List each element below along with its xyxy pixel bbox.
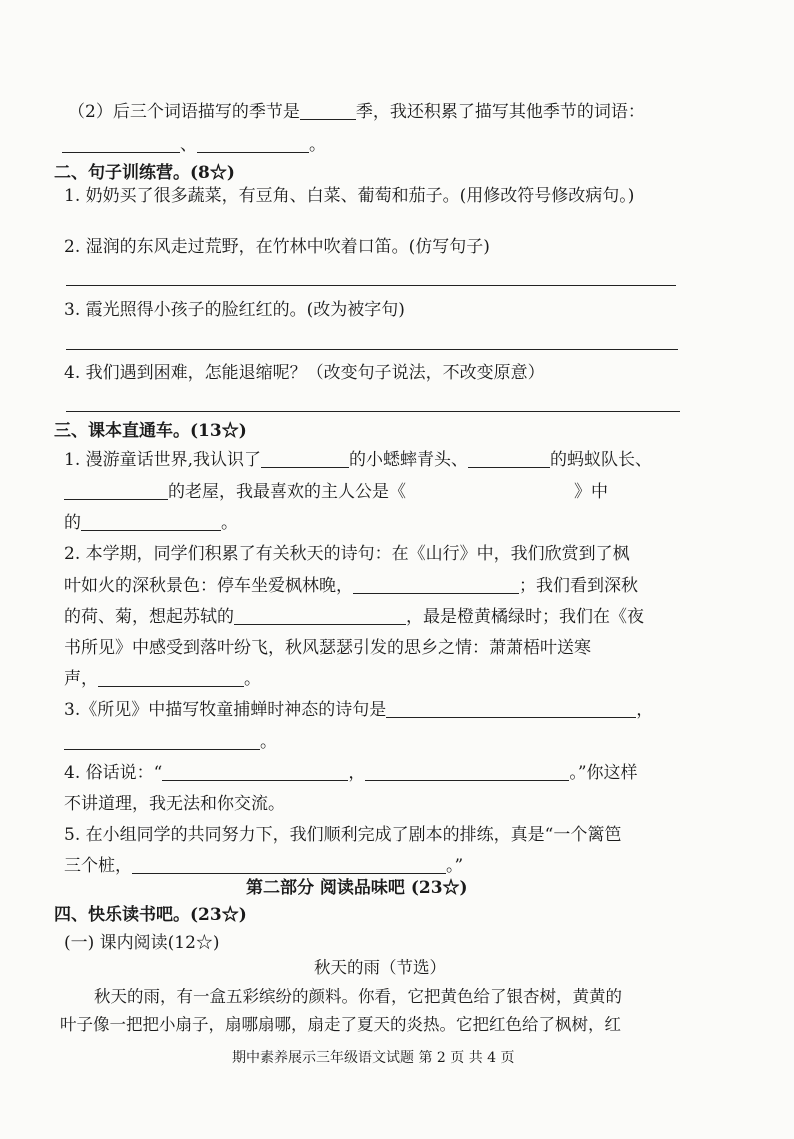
s3-q1-line1: 1. 漫游童话世界,我认识了 的小蟋蟀青头、 的蚂蚁队长、 [64,450,653,470]
s3-q2-line3: 的荷、菊，想起苏轼的 ，最是橙黄橘绿时；我们在《夜 [64,607,644,627]
s3-q2-line2: 叶如火的深秋景色：停车坐爱枫林晚， ；我们看到深秋 [64,576,638,596]
s3-q4-line1: 4. 俗话说：“ ， 。”你这样 [64,763,638,783]
blank-q2-2[interactable] [234,606,406,625]
section-4-title: 四、快乐读书吧。(23☆) [54,905,247,925]
blank-word-1[interactable] [62,134,180,153]
passage-title: 秋天的雨（节选） [314,958,446,977]
blank-q5[interactable] [132,855,446,874]
section-3-title: 三、课本直通车。(13☆) [54,421,247,441]
s3-q2-line5: 声， 。 [64,669,261,689]
s3-q2-line4: 书所见》中感受到落叶纷飞，秋风瑟瑟引发的思乡之情：萧萧梧叶送寒 [64,638,591,658]
blank-q2-3[interactable] [98,668,244,687]
s3-q3-line1: 3.《所见》中描写牧童捕蝉时神态的诗句是 ， [64,700,654,720]
s3-q1-line2: 的老屋，我最喜欢的主人公是《 》中 [64,480,608,504]
s2-q2: 2. 湿润的东风走过荒野，在竹林中吹着口笛。(仿写句子) [64,237,490,257]
answer-line-q4[interactable] [66,411,680,412]
q1-2-line: （2）后三个词语描写的季节是 季，我还积累了描写其他季节的词语： [68,102,645,122]
blank-q2-1[interactable] [353,575,519,594]
blank-q4-2[interactable] [365,762,569,781]
s3-q5-line2: 三个桩， 。” [64,856,464,876]
s3-q3-line2: 。 [64,730,277,754]
s3-q1-line3: 的 。 [64,513,238,533]
s2-q3: 3. 霞光照得小孩子的脸红红的。(改为被字句) [64,300,405,320]
answer-line-q2[interactable] [66,285,676,286]
section-2-title: 二、句子训练营。(8☆) [54,163,235,183]
s2-q1: 1. 奶奶买了很多蔬菜，有豆角、白菜、葡萄和茄子。(用修改符号修改病句。) [64,186,635,206]
blank-word-2[interactable] [197,134,309,153]
s2-q4: 4. 我们遇到困难，怎能退缩呢？（改变句子说法，不改变原意） [64,363,545,383]
blank-q4-1[interactable] [162,762,348,781]
blank-season[interactable] [300,101,356,120]
part-2-heading: 第二部分 阅读品味吧 (23☆) [246,878,468,898]
blank-q3-2[interactable] [64,731,260,750]
blank-q1-3[interactable] [64,481,168,500]
blank-q1-4[interactable] [81,512,221,531]
s3-q4-line2: 不讲道理，我无法和你交流。 [64,794,285,814]
blank-q3-1[interactable] [386,699,636,718]
q1-2-line2: 、 。 [62,133,326,157]
passage-line-2: 叶子像一把把小扇子，扇哪扇哪，扇走了夏天的炎热。它把红色给了枫树，红 [60,1015,621,1034]
page-footer: 期中素养展示三年级语文试题 第 2 页 共 4 页 [232,1050,515,1066]
answer-line-q3[interactable] [66,349,678,350]
blank-q1-2[interactable] [468,449,550,468]
s3-q5-line1: 5. 在小组同学的共同努力下，我们顺利完成了剧本的排练，真是“一个篱笆 [64,825,622,845]
s4-subsection: (一) 课内阅读(12☆) [64,933,220,953]
s3-q2-line1: 2. 本学期，同学们积累了有关秋天的诗句：在《山行》中，我们欣赏到了枫 [64,544,630,564]
passage-line-1: 秋天的雨，有一盒五彩缤纷的颜料。你看，它把黄色给了银杏树，黄黄的 [94,987,622,1006]
blank-q1-1[interactable] [261,449,349,468]
